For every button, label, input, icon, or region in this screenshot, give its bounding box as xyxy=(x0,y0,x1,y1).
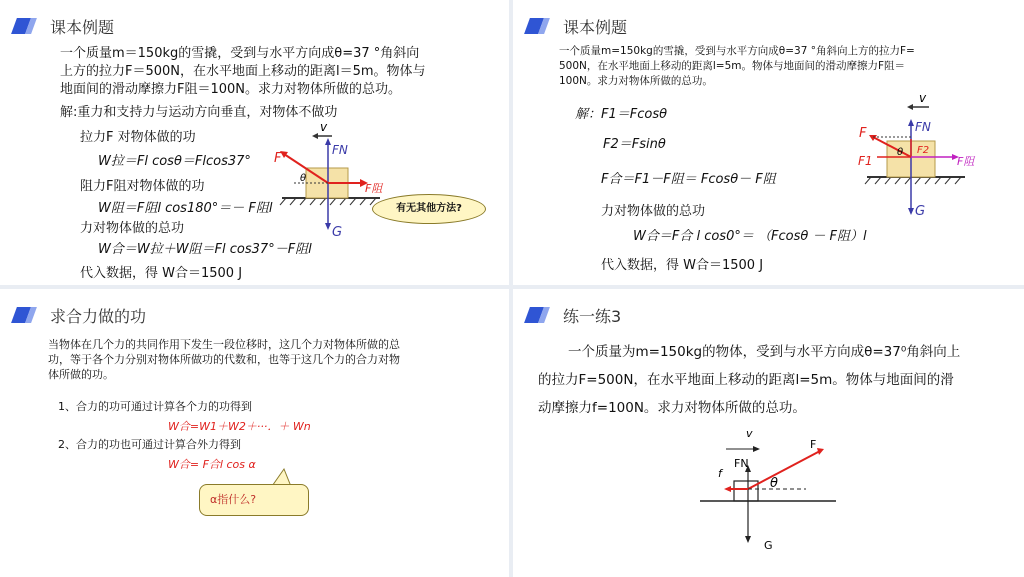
problem-line-1: 一个质量m＝150kg的雪撬，受到与水平方向成θ=37 °角斜向 xyxy=(60,46,420,61)
label-g: G xyxy=(332,225,343,240)
label-fz: F阻 xyxy=(365,182,383,195)
svg-text:FN: FN xyxy=(734,457,749,470)
slide-title: 课本例题 xyxy=(563,17,628,37)
svg-text:f: f xyxy=(718,467,722,480)
svg-text:θ: θ xyxy=(770,476,778,491)
problem-line-2: 500N，在水平地面上移动的距离l=5m。物体与地面间的滑动摩擦力F阻＝ xyxy=(559,60,906,72)
svg-text:FN: FN xyxy=(915,120,931,134)
slide-header xyxy=(527,14,627,38)
header-marker-icon xyxy=(527,18,553,34)
svg-text:F阻: F阻 xyxy=(957,155,975,168)
slide-practice-3 xyxy=(513,289,1024,577)
para-line-1: 一个质量为m=150kg的物体，受到与水平方向成θ=37⁰角斜向上 xyxy=(568,344,961,360)
slide-title: 课本例题 xyxy=(50,17,115,37)
slide-title: 练一练3 xyxy=(563,306,622,326)
force-diagram xyxy=(270,118,390,248)
label-f: F xyxy=(274,151,282,166)
solution-intro: 解:重力和支持力与运动方向垂直，对物体不做功 xyxy=(60,105,338,120)
friction-work-label: 阻力F阻对物体做的功 xyxy=(80,179,205,194)
total-work-label: 力对物体做的总功 xyxy=(80,221,185,236)
total-work-equation: W合＝W拉＋W阻＝Fl cos37°－F阻l xyxy=(98,242,312,257)
eq-f2: F2＝Fsinθ xyxy=(603,137,666,152)
decomposed-force-diagram xyxy=(853,91,983,225)
pull-work-label: 拉力F 对物体做的功 xyxy=(80,130,196,145)
para-line-2: 的拉力F=500N，在水平地面上移动的距离l=5m。物体与地面间的滑 xyxy=(538,372,954,388)
pull-work-equation: W拉＝Fl cosθ＝Flcos37° xyxy=(98,154,251,169)
svg-text:F1: F1 xyxy=(858,154,873,168)
practice-force-diagram xyxy=(698,429,838,554)
substitution-result: 代入数据，得 W合＝1500 J xyxy=(80,266,243,281)
header-marker-icon xyxy=(14,307,40,323)
svg-text:F: F xyxy=(859,126,867,141)
svg-text:v: v xyxy=(746,427,753,440)
para-line-2: 功，等于各个力分别对物体所做功的代数和，也等于这几个力的合力对物 xyxy=(48,353,400,366)
svg-text:F2: F2 xyxy=(917,145,930,156)
callout-box xyxy=(199,484,309,516)
svg-text:G: G xyxy=(764,539,773,552)
eq-2: W合= F合l cos α xyxy=(168,458,256,471)
label-theta: θ xyxy=(300,173,307,184)
item-1: 1、合力的功可通过计算各个力的功得到 xyxy=(58,400,252,413)
para-line-3: 动摩擦力f=100N。求力对物体所做的总功。 xyxy=(538,400,806,416)
problem-line-1: 一个质量m=150kg的雪撬，受到与水平方向成θ=37 °角斜向上方的拉力F= xyxy=(559,45,915,57)
slide-header xyxy=(14,14,114,38)
svg-text:F: F xyxy=(810,438,817,451)
header-marker-icon xyxy=(527,307,553,323)
item-2: 2、合力的功也可通过计算合外力得到 xyxy=(58,438,241,451)
svg-text:G: G xyxy=(915,204,926,219)
slide-header xyxy=(527,303,621,327)
eq-fhe: F合＝F1－F阻＝ Fcosθ－ F阻 xyxy=(601,172,776,187)
label-v: v xyxy=(320,120,328,134)
slide-textbook-example-2 xyxy=(513,0,1024,285)
slide-resultant-work xyxy=(0,289,509,577)
svg-text:v: v xyxy=(919,91,927,105)
slide-textbook-example-1 xyxy=(0,0,509,285)
total-work-label: 力对物体做的总功 xyxy=(601,204,706,219)
svg-text:θ: θ xyxy=(897,147,904,158)
friction-work-equation: W阻＝F阻l cos180°＝－ F阻l xyxy=(98,201,273,216)
slide-title: 求合力做的功 xyxy=(50,306,147,326)
slide-header xyxy=(14,303,146,327)
callout-text: α指什么? xyxy=(210,493,257,506)
problem-line-3: 地面间的滑动摩擦力F阻＝100N。求力对物体所做的总功。 xyxy=(60,82,402,97)
hint-bubble xyxy=(372,194,486,224)
hint-bubble-text: 有无其他方法? xyxy=(396,203,462,214)
para-line-1: 当物体在几个力的共同作用下发生一段位移时，这几个力对物体所做的总 xyxy=(48,338,400,351)
header-marker-icon xyxy=(14,18,40,34)
eq-1: W合=W1＋W2＋···．＋ Wn xyxy=(168,420,311,433)
label-fn: FN xyxy=(332,143,348,157)
eq-w: W合＝F合 l cos0°＝ （Fcosθ － F阻）l xyxy=(633,229,867,244)
problem-line-3: 100N。求力对物体所做的总功。 xyxy=(559,75,713,87)
problem-line-2: 上方的拉力F＝500N，在水平地面上移动的距离l＝5m。物体与 xyxy=(60,64,426,79)
substitution-result: 代入数据，得 W合＝1500 J xyxy=(601,258,764,273)
eq-f1: 解：F1＝Fcosθ xyxy=(575,107,668,122)
para-line-3: 体所做的功。 xyxy=(48,368,114,381)
